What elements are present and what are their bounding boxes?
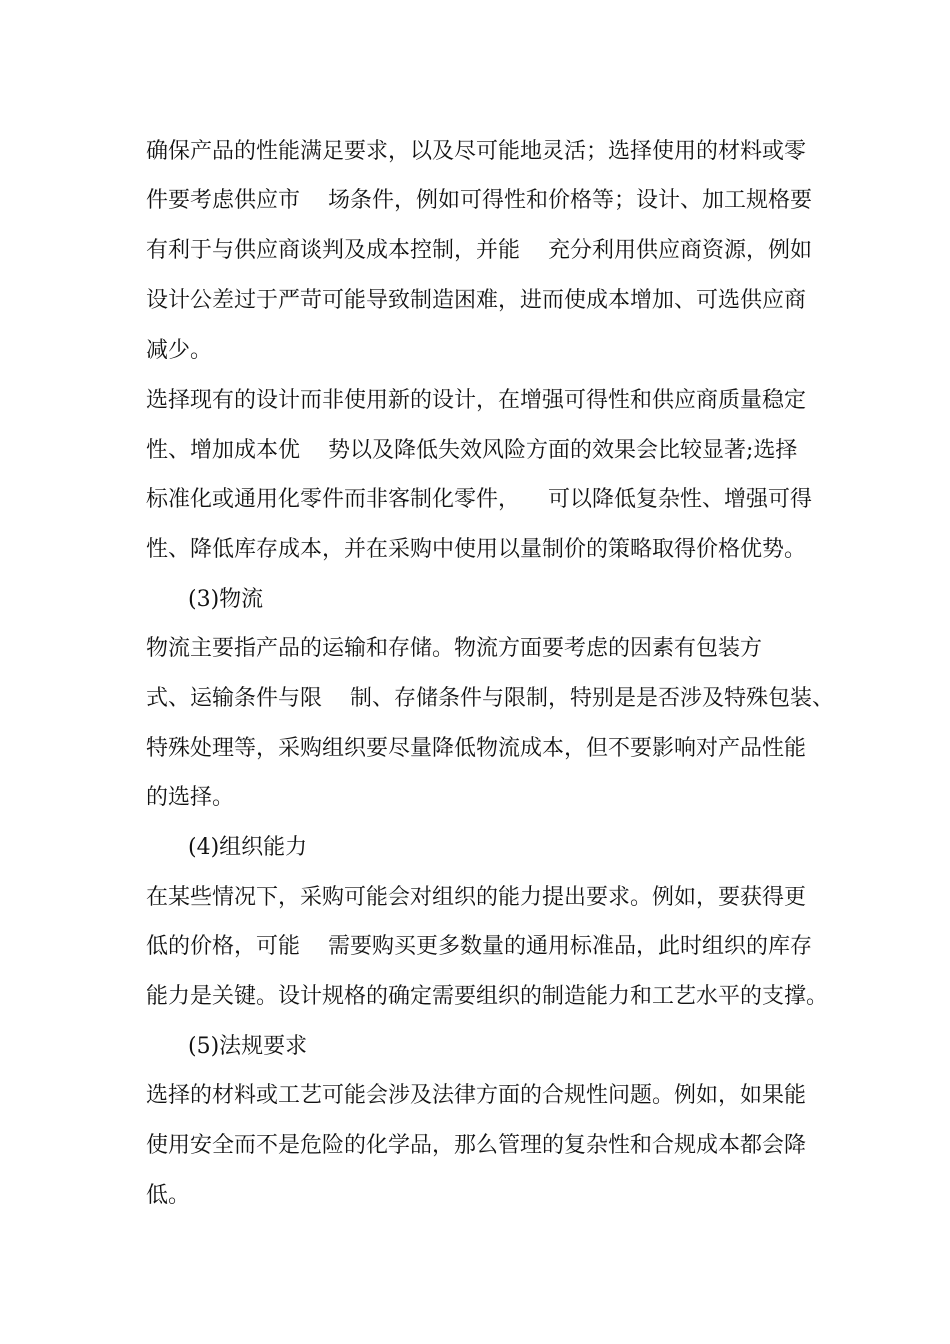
body-text-line: 式、运输条件与限 制、存储条件与限制，特别是是否涉及特殊包装、 [146, 686, 834, 711]
body-text-line: 设计公差过于严苛可能导致制造困难，进而使成本增加、可选供应商 [146, 288, 807, 313]
body-text-line: 选择现有的设计而非使用新的设计，在增强可得性和供应商质量稳定 [146, 388, 807, 413]
body-text-line: 性、降低库存成本，并在采购中使用以量制价的策略取得价格优势。 [146, 537, 807, 562]
body-text-line: 低的价格，可能 需要购买更多数量的通用标准品，此时组织的库存 [146, 934, 812, 959]
body-text-line: 件要考虑供应市 场条件，例如可得性和价格等；设计、加工规格要 [146, 188, 812, 213]
body-text-line: 物流主要指产品的运输和存储。物流方面要考虑的因素有包装方 [146, 636, 763, 661]
body-text-line: 使用安全而不是危险的化学品，那么管理的复杂性和合规成本都会降 [146, 1133, 807, 1158]
body-text-line: 减少。 [146, 338, 213, 363]
section-heading: (3)物流 [188, 587, 264, 612]
body-text-line: 低。 [146, 1183, 191, 1208]
section-heading: (4)组织能力 [188, 835, 308, 860]
body-text-line: 特殊处理等，采购组织要尽量降低物流成本，但不要影响对产品性能 [146, 736, 807, 761]
body-text-line: 的选择。 [146, 785, 235, 810]
body-text-line: 性、增加成本优 势以及降低失效风险方面的效果会比较显著;选择 [146, 438, 798, 463]
body-text-line: 标准化或通用化零件而非客制化零件， 可以降低复杂性、增强可得 [146, 487, 812, 512]
body-text-line: 在某些情况下，采购可能会对组织的能力提出要求。例如，要获得更 [146, 885, 807, 910]
body-text-line: 能力是关键。设计规格的确定需要组织的制造能力和工艺水平的支撑。 [146, 984, 829, 1009]
section-heading: (5)法规要求 [188, 1034, 308, 1059]
body-text-line: 确保产品的性能满足要求，以及尽可能地灵活；选择使用的材料或零 [146, 139, 807, 164]
body-text-line: 有利于与供应商谈判及成本控制，并能 充分利用供应商资源，例如 [146, 238, 812, 263]
body-text-line: 选择的材料或工艺可能会涉及法律方面的合规性问题。例如，如果能 [146, 1083, 807, 1108]
